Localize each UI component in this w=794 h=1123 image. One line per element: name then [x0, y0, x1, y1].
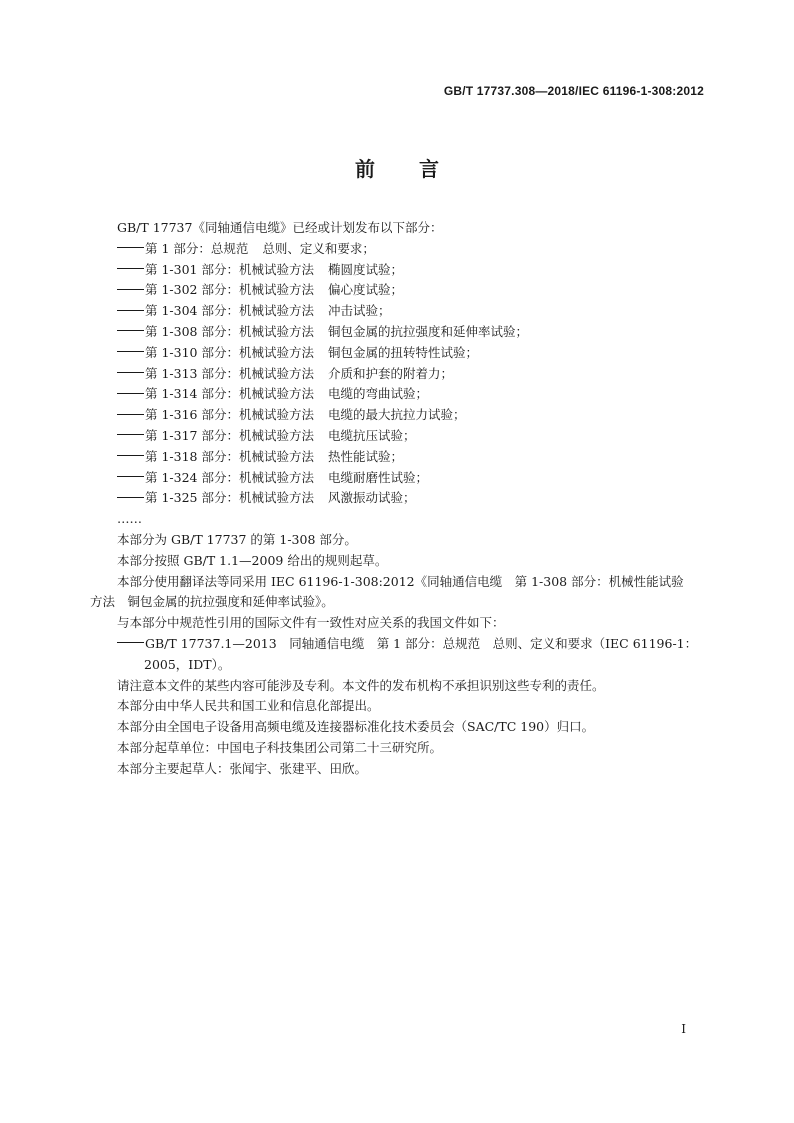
part-number: 第 1-314 部分：机械试验方法: [145, 386, 314, 402]
dash-marker: [117, 414, 144, 416]
paragraph-references-intro: 与本部分中规范性引用的国际文件有一致性对应关系的我国文件如下：: [117, 615, 505, 631]
part-number: 第 1-302 部分：机械试验方法: [145, 282, 314, 298]
part-list-item: [90, 280, 706, 301]
dash-marker: [117, 310, 144, 312]
dash-marker: [117, 497, 144, 499]
reference-text: GB/T 17737.1—2013 同轴通信电缆 第 1 部分：总规范 总则、定义和要求（IEC 61196-1：: [145, 635, 698, 651]
part-number: 第 1-304 部分：机械试验方法: [145, 303, 314, 319]
part-list-item: [90, 301, 706, 322]
parts-list: [90, 239, 706, 509]
page-title: 前言: [355, 157, 483, 181]
part-title: 总则、定义和要求；: [262, 240, 375, 256]
dash-marker: [117, 455, 144, 457]
dash-marker: [117, 393, 144, 395]
part-title: 椭圆度试验；: [327, 261, 403, 277]
dash-marker: [117, 476, 144, 478]
part-list-item: [90, 468, 706, 489]
paragraph-drafting-unit: 本部分起草单位：中国电子科技集团公司第二十三研究所。: [117, 739, 443, 755]
part-list-item: [90, 447, 706, 468]
dash-marker: [117, 372, 144, 374]
dash-marker: [117, 247, 144, 249]
paragraph-patent-notice: 请注意本文件的某些内容可能涉及专利。本文件的发布机构不承担识别这些专利的责任。: [117, 677, 605, 693]
part-number: 第 1-318 部分：机械试验方法: [145, 448, 314, 464]
part-title: 铜包金属的扭转特性试验；: [327, 344, 478, 360]
standard-code-header: GB/T 17737.308—2018/IEC 61196-1-308:2012: [443, 84, 704, 98]
part-title: 电缆耐磨性试验；: [327, 469, 428, 485]
paragraph-scope: 本部分为 GB/T 17737 的第 1-308 部分。: [117, 531, 357, 547]
part-list-item: [90, 322, 706, 343]
dash-marker: [117, 351, 144, 353]
part-list-item: [90, 405, 706, 426]
part-title: 铜包金属的抗拉强度和延伸率试验；: [327, 323, 528, 339]
part-title: 偏心度试验；: [327, 282, 403, 298]
part-title: 介质和护套的附着力；: [327, 365, 453, 381]
part-number: 第 1-313 部分：机械试验方法: [145, 365, 314, 381]
dash-marker: [117, 434, 144, 436]
paragraph-adoption-continued: 方法 铜包金属的抗拉强度和延伸率试验》。: [90, 594, 334, 610]
foreword-body: [90, 218, 706, 780]
paragraph-drafting-rules: 本部分按照 GB/T 1.1—2009 给出的规则起草。: [117, 552, 388, 568]
reference-item: [90, 634, 706, 655]
dash-marker: [117, 330, 144, 332]
part-number: 第 1 部分：总规范: [145, 240, 249, 256]
dash-marker: [117, 642, 144, 644]
part-list-item: [90, 488, 706, 509]
paragraph-proposer: 本部分由中华人民共和国工业和信息化部提出。: [117, 698, 380, 714]
page-number: I: [681, 1022, 686, 1036]
part-number: 第 1-325 部分：机械试验方法: [145, 490, 314, 506]
part-title: 风激振动试验；: [327, 490, 416, 506]
dash-marker: [117, 289, 144, 291]
paragraph-committee: 本部分由全国电子设备用高频电缆及连接器标准化技术委员会（SAC/TC 190）归口。: [117, 719, 595, 735]
part-list-item: [90, 384, 706, 405]
part-number: 第 1-324 部分：机械试验方法: [145, 469, 314, 485]
part-title: 电缆的最大抗拉力试验；: [327, 407, 466, 423]
part-list-item: [90, 239, 706, 260]
dash-marker: [117, 268, 144, 270]
reference-item-continued: 2005，IDT）。: [144, 656, 231, 672]
part-number: 第 1-317 部分：机械试验方法: [145, 427, 314, 443]
list-ellipsis: ……: [117, 511, 142, 527]
part-title: 冲击试验；: [327, 303, 391, 319]
part-title: 电缆的弯曲试验；: [327, 386, 428, 402]
part-number: 第 1-301 部分：机械试验方法: [145, 261, 314, 277]
intro-paragraph: GB/T 17737《同轴通信电缆》已经或计划发布以下部分：: [117, 220, 443, 235]
paragraph-drafters: 本部分主要起草人：张闻宇、张建平、田欣。: [117, 760, 368, 776]
part-title: 热性能试验；: [327, 448, 403, 464]
part-list-item: [90, 364, 706, 385]
part-number: 第 1-310 部分：机械试验方法: [145, 344, 314, 360]
part-list-item: [90, 426, 706, 447]
part-number: 第 1-316 部分：机械试验方法: [145, 407, 314, 423]
part-title: 电缆抗压试验；: [327, 427, 416, 443]
part-list-item: [90, 343, 706, 364]
part-number: 第 1-308 部分：机械试验方法: [145, 323, 314, 339]
part-list-item: [90, 260, 706, 281]
paragraph-adoption: 本部分使用翻译法等同采用 IEC 61196-1-308:2012《同轴通信电缆 第 1-308 部分：机械性能试验: [117, 573, 684, 589]
